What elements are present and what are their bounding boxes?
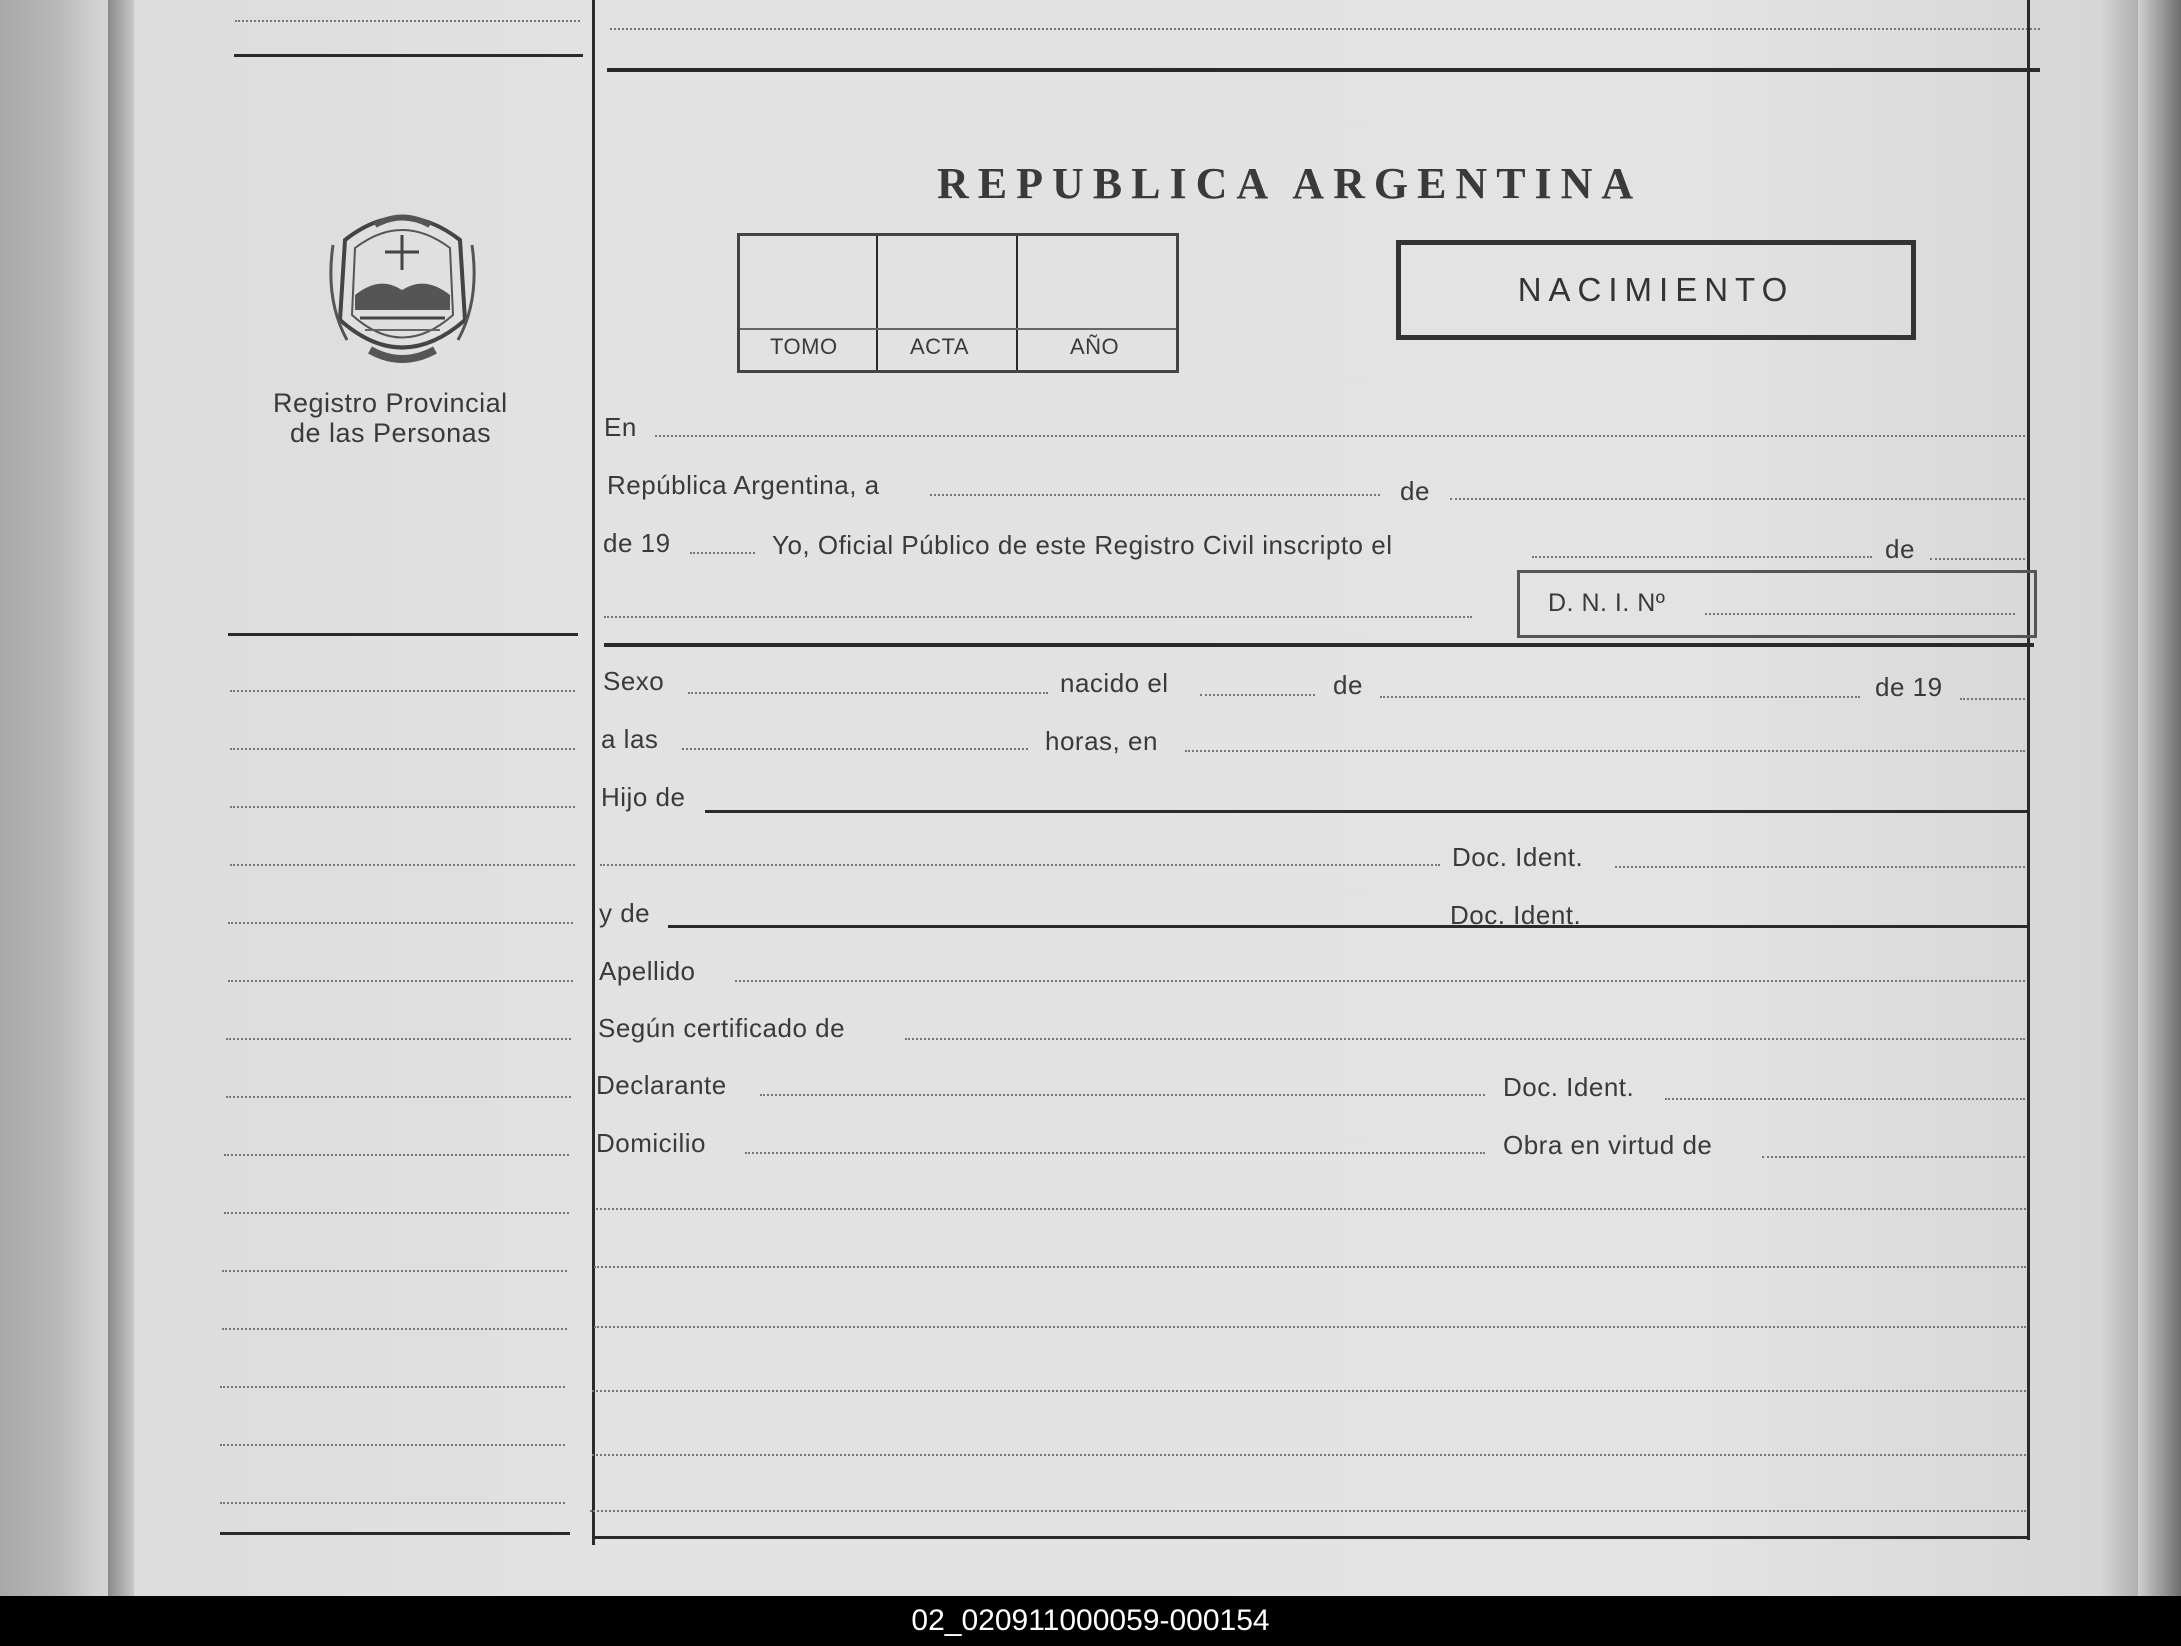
inscripto-date-field[interactable] (1532, 556, 1872, 558)
right-border (2027, 0, 2030, 1540)
obra-virtud-field[interactable] (1762, 1156, 2025, 1158)
date-day-field[interactable] (930, 494, 1380, 496)
hour-field[interactable] (682, 748, 1028, 750)
apellido-field[interactable] (735, 980, 2025, 982)
ano-label: AÑO (1070, 334, 1120, 359)
right-page-edge (2138, 0, 2181, 1596)
declarante-doc-field[interactable] (1665, 1098, 2025, 1100)
notes-line-6[interactable] (590, 1510, 2026, 1512)
father-continued-field[interactable] (600, 864, 1440, 866)
left-bottom-rule (220, 1532, 570, 1535)
notes-line-4[interactable] (592, 1390, 2026, 1392)
de-label-3: de (1333, 670, 1363, 700)
dni-field[interactable] (1705, 613, 2015, 615)
form-bottom-rule (592, 1536, 2028, 1539)
image-id-bar: 02_020911000059-000154 (0, 1596, 2181, 1646)
left-dotted-row-6 (228, 980, 573, 982)
notes-line-1[interactable] (596, 1208, 2026, 1210)
left-dotted-row-14 (220, 1444, 565, 1446)
left-dotted-row-4 (230, 864, 575, 866)
notes-line-5[interactable] (592, 1454, 2026, 1456)
left-dotted-row-3 (230, 806, 575, 808)
left-dotted-row-2 (230, 748, 575, 750)
dni-box (1517, 570, 2037, 638)
de19-label: de 19 (603, 528, 671, 558)
oficial-statement: Yo, Oficial Público de este Registro Civil inscripto el (772, 530, 1393, 560)
left-dotted-row-10 (224, 1212, 569, 1214)
inscripto-month-field[interactable] (1930, 558, 2025, 560)
left-dotted-row-7 (226, 1038, 571, 1040)
hijo-de-label: Hijo de (601, 782, 686, 812)
y-de-label: y de (599, 898, 651, 928)
column-divider (592, 0, 595, 1545)
right-top-rule (607, 68, 2040, 72)
sexo-field[interactable] (688, 692, 1048, 694)
left-dotted-row-5 (228, 922, 573, 924)
domicilio-label: Domicilio (596, 1128, 706, 1158)
registry-name-line2: de las Personas (290, 418, 492, 448)
en-field[interactable] (655, 435, 2025, 437)
sexo-label: Sexo (603, 666, 665, 696)
page-title: REPUBLICA ARGENTINA (937, 159, 1643, 208)
acta-label: ACTA (910, 334, 970, 359)
registry-name-line1: Registro Provincial (273, 388, 508, 418)
doc-ident-label-1: Doc. Ident. (1452, 842, 1584, 872)
header-section-rule (604, 643, 2034, 647)
horas-en-label: horas, en (1045, 726, 1158, 756)
birth-place-field[interactable] (1185, 750, 2025, 752)
left-dotted-row-1 (230, 690, 575, 692)
right-top-dotted-line (610, 28, 2040, 30)
de19-label-2: de 19 (1875, 672, 1943, 702)
dni-label: D. N. I. Nº (1548, 589, 1666, 617)
domicilio-field[interactable] (745, 1152, 1485, 1154)
doc-ident-label-2: Doc. Ident. (1450, 900, 1582, 930)
registry-box-label-rule (740, 328, 1176, 330)
year-field[interactable] (690, 552, 755, 554)
left-dotted-row-15 (220, 1502, 565, 1504)
misiones-seal-icon (325, 200, 480, 375)
left-top-rule (234, 54, 583, 57)
left-dotted-row-8 (226, 1096, 571, 1098)
birth-month-field[interactable] (1380, 696, 1860, 698)
de-label-2: de (1885, 534, 1915, 564)
de-label-1: de (1400, 476, 1430, 506)
tomo-label: TOMO (770, 334, 838, 359)
record-type-box: NACIMIENTO (1396, 240, 1916, 340)
date-month-field[interactable] (1450, 498, 2025, 500)
segun-cert-label: Según certificado de (598, 1013, 846, 1043)
left-dotted-row-11 (222, 1270, 567, 1272)
registry-box-divider-1 (876, 236, 878, 370)
left-dotted-row-12 (222, 1328, 567, 1330)
declarante-field[interactable] (760, 1094, 1485, 1096)
registry-number-box (737, 233, 1179, 373)
nacido-label: nacido el (1060, 668, 1169, 698)
notes-line-2[interactable] (594, 1266, 2026, 1268)
notes-line-3[interactable] (594, 1326, 2026, 1328)
republica-label: República Argentina, a (607, 470, 880, 500)
doc-ident-label-3: Doc. Ident. (1503, 1072, 1635, 1102)
birth-day-field[interactable] (1200, 694, 1315, 696)
left-dotted-row-9 (224, 1154, 569, 1156)
father-field[interactable] (705, 810, 2030, 813)
left-margin-rule (228, 633, 578, 636)
registry-box-divider-2 (1016, 236, 1018, 370)
father-doc-field[interactable] (1615, 866, 2025, 868)
left-top-dotted-line (235, 20, 580, 22)
certificado-field[interactable] (905, 1038, 2025, 1040)
left-page-edge (108, 0, 134, 1596)
mother-field[interactable] (668, 925, 2028, 928)
en-label: En (604, 412, 637, 442)
oficial-name-field[interactable] (604, 616, 1472, 618)
birth-year-field[interactable] (1960, 698, 2025, 700)
declarante-label: Declarante (596, 1070, 727, 1100)
obra-virtud-label: Obra en virtud de (1503, 1130, 1713, 1160)
left-dotted-row-13 (220, 1386, 565, 1388)
apellido-label: Apellido (599, 956, 696, 986)
a-las-label: a las (601, 724, 659, 754)
